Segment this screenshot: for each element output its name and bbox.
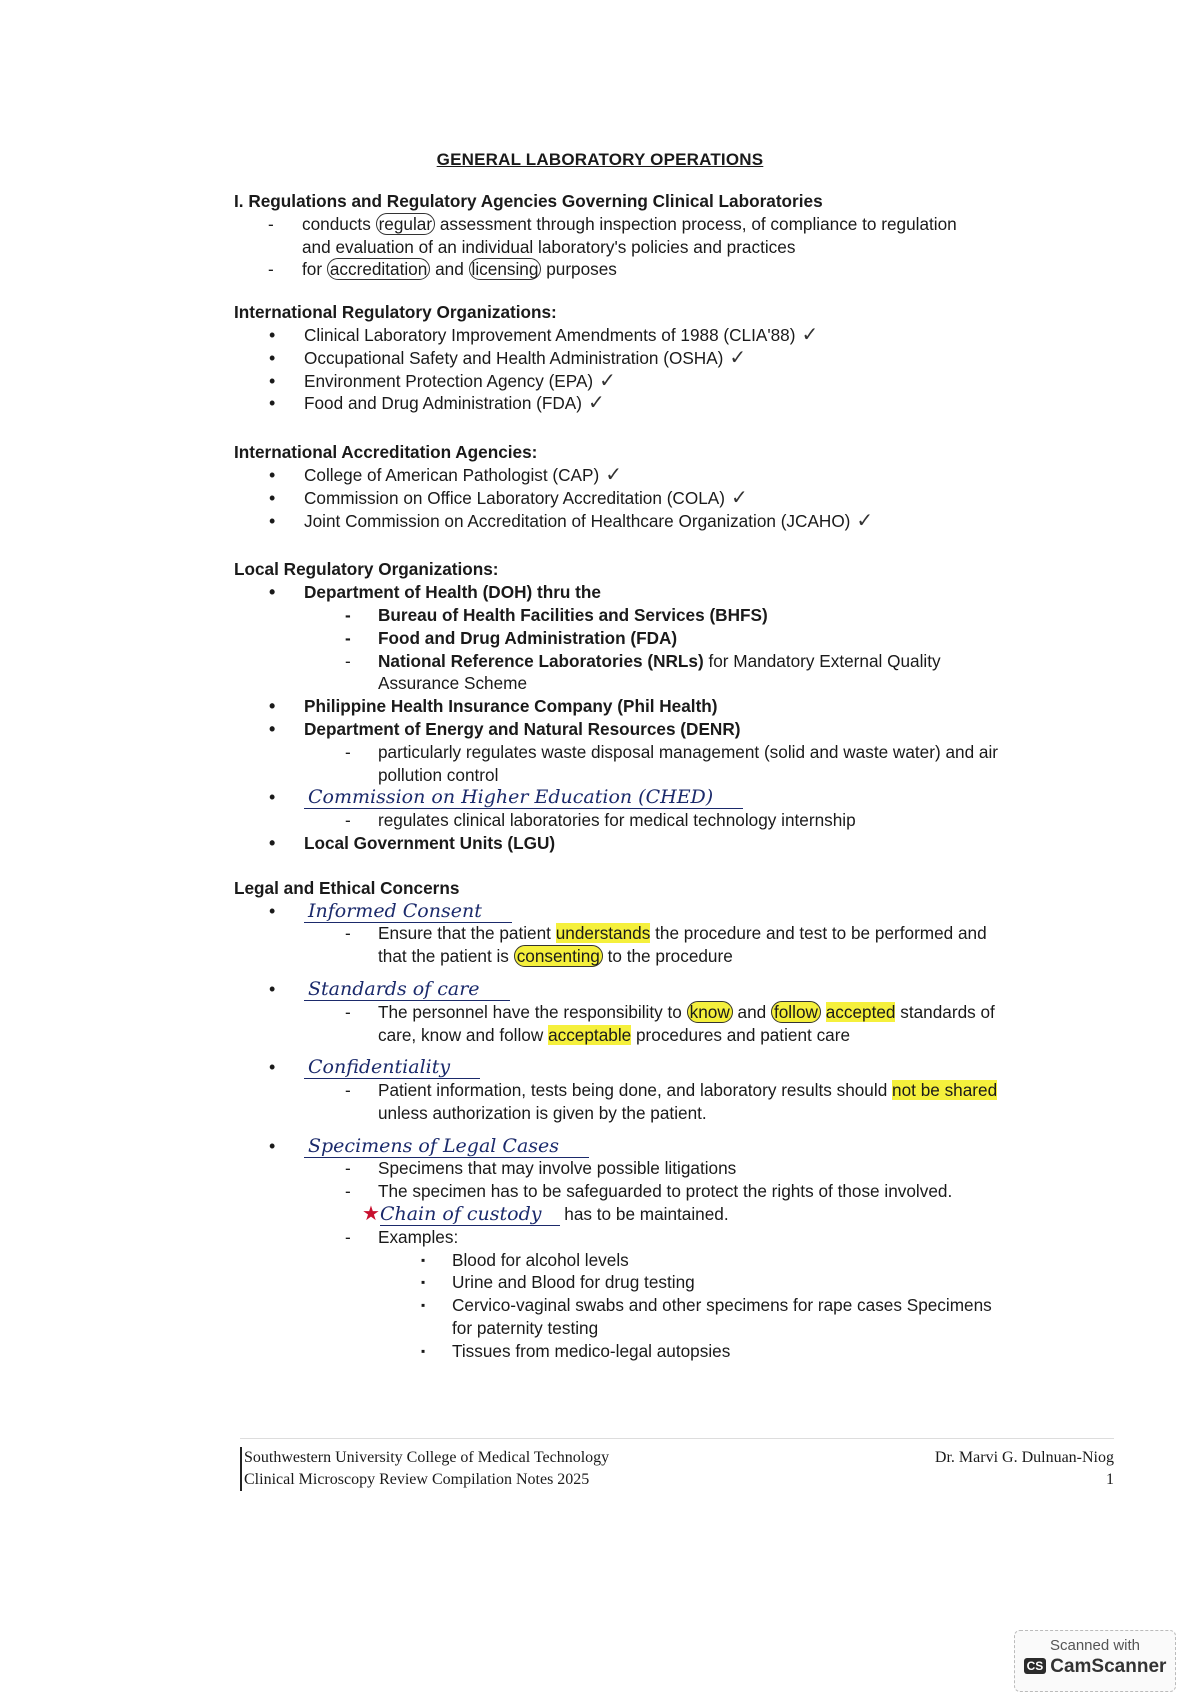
footer-institution: Southwestern University College of Medical Technology xyxy=(244,1449,610,1466)
list-item xyxy=(234,1056,1094,1079)
list-item: - particularly regulates waste disposal management (solid and waste water) and air xyxy=(234,741,1094,764)
list-item: - Specimens that may involve possible litigations xyxy=(234,1157,1094,1180)
list-item: - The personnel have the responsibility to know and follow accepted standards of xyxy=(234,1001,1094,1024)
check-mark-icon: ✓ xyxy=(729,346,747,369)
handwritten-label: Confidentiality xyxy=(304,1056,480,1079)
document-body xyxy=(234,190,1094,1363)
list-item: • Local Government Units (LGU) xyxy=(234,832,1094,855)
list-item: for paternity testing xyxy=(452,1318,599,1339)
list-item: that the patient is consenting to the procedure xyxy=(378,946,733,967)
list-item: • Commission on Office Laboratory Accreditation (COLA) ✓ xyxy=(234,487,1094,510)
footer-divider xyxy=(240,1438,1114,1439)
section-1-bullets xyxy=(234,213,1094,281)
list-item: - regulates clinical laboratories for medical technology internship xyxy=(234,809,1094,832)
list-item xyxy=(234,1135,1094,1158)
circled-word: licensing xyxy=(469,258,542,280)
page-title: GENERAL LABORATORY OPERATIONS xyxy=(436,150,764,169)
camscanner-logo-icon: CS xyxy=(1024,1658,1047,1674)
local-reg-heading: Local Regulatory Organizations: xyxy=(234,559,499,580)
handwritten-label: Informed Consent xyxy=(304,900,512,923)
footer-left xyxy=(240,1447,609,1491)
footer-right xyxy=(935,1447,1114,1491)
list-item: unless authorization is given by the patient. xyxy=(378,1102,707,1123)
handwritten-label: Chain of custody xyxy=(380,1203,560,1226)
highlight: know xyxy=(687,1001,733,1023)
handwritten-label: Commission on Higher Education (CHED) xyxy=(304,786,743,809)
check-mark-icon: ✓ xyxy=(801,323,819,346)
list-item: - Examples: xyxy=(234,1226,1094,1249)
check-mark-icon: ✓ xyxy=(856,509,874,532)
highlight: not be shared xyxy=(892,1080,998,1101)
star-icon: ★ xyxy=(362,1203,380,1226)
intl-acc-list xyxy=(234,464,1094,532)
list-item: Assurance Scheme xyxy=(378,673,528,694)
list-item: • Joint Commission on Accreditation of Healthcare Organization (JCAHO) ✓ xyxy=(234,510,1094,533)
list-item: ▪ Urine and Blood for drug testing xyxy=(234,1271,1094,1294)
watermark-caption: Scanned with xyxy=(1049,1637,1141,1654)
list-item: • Food and Drug Administration (FDA) ✓ xyxy=(234,392,1094,415)
footer-course: Clinical Microscopy Review Compilation Notes 2025 xyxy=(244,1471,590,1488)
highlight: consenting xyxy=(514,945,603,967)
footer-author: Dr. Marvi G. Dulnuan-Niog xyxy=(934,1449,1114,1466)
list-item: • College of American Pathologist (CAP) ✓ xyxy=(234,464,1094,487)
list-item: care, know and follow acceptable procedures and patient care xyxy=(378,1024,851,1045)
check-mark-icon: ✓ xyxy=(599,369,616,392)
list-item: - conducts regular assessment through inspection process, of compliance to regulation xyxy=(234,213,1094,236)
intl-acc-heading: International Accreditation Agencies: xyxy=(234,442,538,463)
legal-heading: Legal and Ethical Concerns xyxy=(234,877,460,898)
list-item: - for accreditation and licensing purposes xyxy=(234,258,1094,281)
camscanner-watermark xyxy=(1014,1630,1176,1692)
list-item: - Ensure that the patient understands the procedure and test to be performed and xyxy=(234,922,1094,945)
list-item: ▪ Tissues from medico-legal autopsies xyxy=(234,1340,1094,1363)
check-mark-icon: ✓ xyxy=(605,463,622,486)
circled-word: regular xyxy=(376,213,436,235)
list-item xyxy=(234,978,1094,1001)
list-item: • Philippine Health Insurance Company (Phil Health) xyxy=(234,695,1094,718)
list-item: - National Reference Laboratories (NRLs) for Mandatory External Quality xyxy=(234,650,1094,673)
list-item: • Occupational Safety and Health Administration (OSHA) ✓ xyxy=(234,347,1094,370)
list-item: and evaluation of an individual laboratory's policies and practices xyxy=(302,236,796,257)
list-item: ▪ Cervico-vaginal swabs and other specimens for rape cases Specimens xyxy=(234,1294,1094,1317)
check-mark-icon: ✓ xyxy=(730,486,748,509)
highlight: acceptable xyxy=(548,1024,632,1045)
highlight: follow xyxy=(771,1001,821,1023)
local-reg-list xyxy=(234,581,1094,855)
list-item: - The specimen has to be safeguarded to protect the rights of those involved. xyxy=(234,1180,1094,1203)
list-item: pollution control xyxy=(378,764,499,785)
circled-word: accreditation xyxy=(327,258,430,280)
watermark-brand: CS CamScanner xyxy=(1015,1656,1175,1678)
list-item: - Patient information, tests being done, and laboratory results should not be shared xyxy=(234,1079,1094,1102)
highlight: accepted xyxy=(825,1001,896,1022)
intl-reg-heading: International Regulatory Organizations: xyxy=(234,302,557,323)
list-item xyxy=(234,786,1094,809)
handwritten-label: Specimens of Legal Cases xyxy=(304,1135,589,1158)
section-1-heading: I. Regulations and Regulatory Agencies Governing Clinical Laboratories xyxy=(234,191,823,211)
check-mark-icon: ✓ xyxy=(587,392,605,415)
list-item: - Food and Drug Administration (FDA) xyxy=(234,627,1094,650)
list-item: ▪ Blood for alcohol levels xyxy=(234,1249,1094,1272)
intl-reg-list xyxy=(234,324,1094,415)
highlight: understands xyxy=(555,923,651,944)
legal-list xyxy=(234,900,1094,1363)
list-item: - Bureau of Health Facilities and Services (BHFS) xyxy=(234,604,1094,627)
list-item: • Clinical Laboratory Improvement Amendments of 1988 (CLIA'88) ✓ xyxy=(234,324,1094,347)
page-number: 1 xyxy=(1106,1471,1114,1488)
list-item xyxy=(234,900,1094,923)
handwritten-label: Standards of care xyxy=(304,978,510,1001)
list-item: • Department of Energy and Natural Resources (DENR) xyxy=(234,718,1094,741)
list-item: ★Chain of custody has to be maintained. xyxy=(362,1203,729,1226)
list-item: • Environment Protection Agency (EPA) ✓ xyxy=(234,370,1094,393)
list-item: • Department of Health (DOH) thru the xyxy=(234,581,1094,604)
